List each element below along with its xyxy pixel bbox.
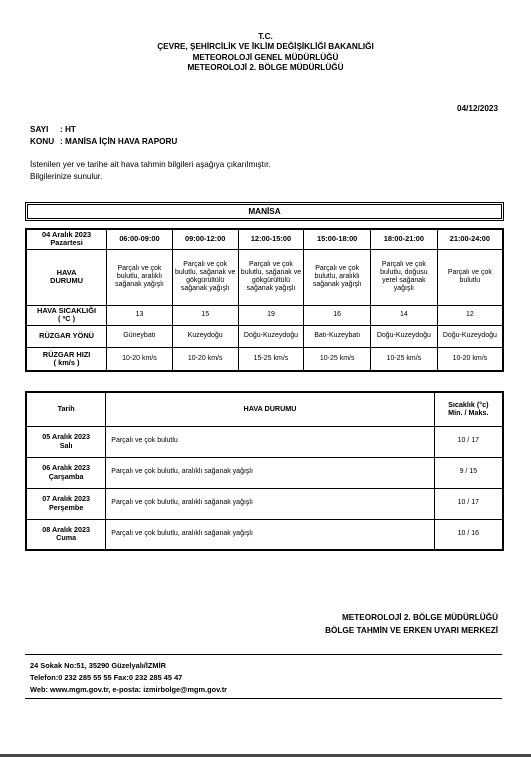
temperature-row-label: [26, 305, 107, 325]
col-date-header: Tarih: [26, 392, 106, 426]
sayi-line: [30, 124, 177, 136]
konu-label: KONU: [30, 137, 55, 146]
footer-phone: Telefon:0 232 285 55 55 Fax:0 232 285 45 47: [30, 673, 183, 682]
header-line-directorate: METEOROLOJİ GENEL MÜDÜRLÜĞÜ: [192, 52, 339, 62]
time-slot: 15:00-18:00: [304, 229, 371, 249]
day-temp: 10 / 16: [434, 519, 503, 550]
day-weekday: Çarşamba: [48, 471, 84, 481]
weather-row-label: [26, 249, 107, 305]
weather-label-line-1: HAVA: [56, 267, 77, 277]
col-temp-header-line-2: Min. / Maks.: [448, 408, 489, 418]
signature-block: [325, 612, 498, 637]
day-temp: 9 / 15: [434, 457, 503, 488]
document-date: 04/12/2023: [457, 104, 498, 113]
wind-speed-cell: 10-20 km/s: [107, 347, 173, 371]
day-cell: [26, 519, 106, 550]
col-weather-header: HAVA DURUMU: [106, 392, 434, 426]
wind-speed-cell: 10-25 km/s: [371, 347, 438, 371]
table-row: [26, 519, 503, 550]
footer-web: Web: www.mgm.gov.tr, e-posta: izmirbolge@mgm.gov.tr: [30, 685, 228, 694]
document-meta: [30, 124, 177, 148]
intro-line-1: İstenilen yer ve tarihe ait hava tahmin bilgileri aşağıya çıkarılmıştır.: [30, 160, 271, 169]
konu-line: [30, 136, 177, 148]
footer-contact: [25, 654, 502, 699]
wind-direction-cell: Güneybatı: [107, 325, 173, 347]
wind-direction-cell: Batı-Kuzeybatı: [304, 325, 371, 347]
time-slot: 06:00-09:00: [107, 229, 173, 249]
temperature-cell: 15: [172, 305, 238, 325]
day-date: 08 Aralık 2023: [42, 525, 90, 535]
sayi-label: SAYI: [30, 125, 49, 134]
weather-label-line-2: DURUMU: [50, 276, 83, 285]
daily-forecast-table: [25, 391, 504, 551]
wind-speed-cell: 10-25 km/s: [304, 347, 371, 371]
today-weekday: Pazartesi: [50, 238, 83, 248]
wind-speed-cell: 10-20 km/s: [437, 347, 503, 371]
col-temp-header: [434, 392, 503, 426]
day-cell: [26, 488, 106, 519]
wind-speed-label-line-2: ( km/s ): [53, 357, 80, 367]
city-banner: [25, 202, 504, 221]
weather-cell: Parçalı ve çok bulutlu, sağanak ve gökgürültülü sağanak yağışlı: [238, 249, 304, 305]
table-row: [26, 426, 503, 457]
document-header: [0, 32, 531, 74]
temperature-cell: 12: [437, 305, 503, 325]
intro-line-2: Bilgilerinize sunulur.: [30, 171, 103, 181]
day-cell: [26, 457, 106, 488]
temperature-label-line-2: ( ºC ): [58, 314, 76, 323]
wind-speed-label-line-1: RÜZGAR HIZI: [42, 349, 91, 359]
wind-direction-cell: Doğu-Kuzeydoğu: [371, 325, 438, 347]
time-header-row: [26, 229, 503, 249]
header-line-region: METEOROLOJİ 2. BÖLGE MÜDÜRLÜĞÜ: [187, 63, 344, 73]
time-slot: 12:00-15:00: [238, 229, 304, 249]
temperature-cell: 19: [238, 305, 304, 325]
wind-speed-row-label: [26, 347, 107, 371]
day-weather: Parçalı ve çok bulutlu, aralıklı sağanak yağışlı: [106, 519, 434, 550]
temperature-cell: 14: [371, 305, 438, 325]
wind-speed-cell: 15-25 km/s: [238, 347, 304, 371]
header-line-tc: T.C.: [258, 32, 273, 41]
temperature-label-line-1: HAVA SICAKLIĞI: [37, 305, 97, 315]
wind-direction-row: [26, 325, 503, 347]
day-weather: Parçalı ve çok bulutlu, aralıklı sağanak yağışlı: [106, 457, 434, 488]
wind-direction-cell: Kuzeydoğu: [172, 325, 238, 347]
today-date-cell: [26, 229, 107, 249]
temperature-row: [26, 305, 503, 325]
day-weekday: Cuma: [56, 533, 77, 543]
wind-direction-row-label: RÜZGAR YÖNÜ: [26, 325, 107, 347]
wind-speed-cell: 10-20 km/s: [172, 347, 238, 371]
day-temp: 10 / 17: [434, 426, 503, 457]
weather-cell: Parçalı ve çok bulutlu, sağanak ve gökgürültülü sağanak yağışlı: [172, 249, 238, 305]
weather-row: [26, 249, 503, 305]
day-date: 07 Aralık 2023: [42, 494, 90, 504]
daily-header-row: [26, 392, 503, 426]
day-weather: Parçalı ve çok bulutlu, aralıklı sağanak yağışlı: [106, 488, 434, 519]
day-temp: 10 / 17: [434, 488, 503, 519]
today-date: 04 Aralık 2023: [42, 230, 92, 240]
signature-line-1: METEOROLOJİ 2. BÖLGE MÜDÜRLÜĞÜ: [341, 613, 498, 622]
sayi-value: : HT: [60, 125, 76, 134]
weather-cell: Parçalı ve çok bulutlu, aralıklı sağanak yağışlı: [304, 249, 371, 305]
weather-cell: Parçalı ve çok bulutlu: [437, 249, 503, 305]
wind-speed-row: [26, 347, 503, 371]
day-date: 05 Aralık 2023: [42, 432, 90, 442]
header-line-ministry: ÇEVRE, ŞEHİRCİLİK VE İKLİM DEĞİŞİKLİĞİ BAKANLIĞI: [157, 42, 374, 52]
table-row: [26, 457, 503, 488]
time-slot: 18:00-21:00: [371, 229, 438, 249]
footer-address: 24 Sokak No:51, 35290 Güzelyalı/İZMİR: [30, 661, 166, 670]
day-weekday: Perşembe: [48, 502, 84, 512]
intro-text: [30, 159, 271, 182]
temperature-cell: 13: [107, 305, 173, 325]
konu-value: : MANİSA İÇİN HAVA RAPORU: [60, 137, 178, 146]
time-slot: 09:00-12:00: [172, 229, 238, 249]
today-forecast-table: [25, 228, 504, 372]
day-weather: Parçalı ve çok bulutlu: [106, 426, 434, 457]
wind-direction-cell: Doğu-Kuzeydoğu: [437, 325, 503, 347]
day-date: 06 Aralık 2023: [42, 463, 90, 473]
time-slot: 21:00-24:00: [437, 229, 503, 249]
table-row: [26, 488, 503, 519]
temperature-cell: 16: [304, 305, 371, 325]
col-temp-header-line-1: Sıcaklık (°c): [448, 400, 489, 410]
day-cell: [26, 426, 106, 457]
weather-cell: Parçalı ve çok bulutlu, doğusu yerel sağanak yağışlı: [371, 249, 438, 305]
city-name: MANİSA: [27, 204, 502, 219]
signature-line-2: BÖLGE TAHMİN VE ERKEN UYARI MERKEZİ: [325, 625, 498, 635]
wind-direction-cell: Doğu-Kuzeydoğu: [238, 325, 304, 347]
weather-cell: Parçalı ve çok bulutlu, aralıklı sağanak yağışlı: [107, 249, 173, 305]
day-weekday: Salı: [59, 440, 73, 450]
